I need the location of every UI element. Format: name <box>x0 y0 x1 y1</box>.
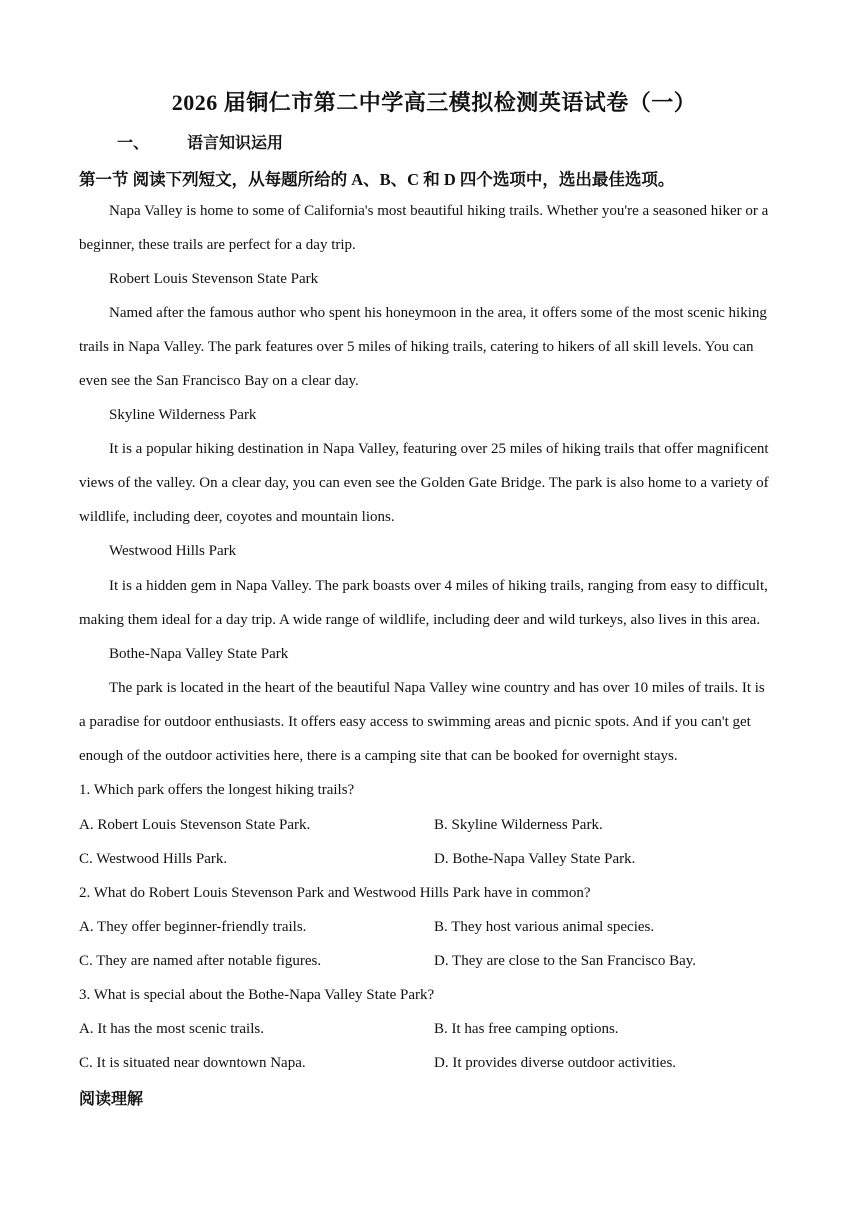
question-3-option-c: C. It is situated near downtown Napa. <box>79 1055 306 1071</box>
park-westwood-line-1: It is a hidden gem in Napa Valley. The park boasts over 4 miles of hiking trails, ranging from easy to difficult, <box>109 578 768 594</box>
question-2-option-d: D. They are close to the San Francisco Bay. <box>434 953 697 969</box>
question-1-stem: 1. Which park offers the longest hiking trails? <box>79 782 355 798</box>
park-skyline-line-3: wildlife, including deer, coyotes and mountain lions. <box>79 509 395 525</box>
page-title: 2026 届铜仁市第二中学高三模拟检测英语试卷（一） <box>171 90 697 115</box>
park-stevenson-line-3: even see the San Francisco Bay on a clear day. <box>79 373 359 389</box>
question-3-stem: 3. What is special about the Bothe-Napa Valley State Park? <box>79 987 435 1003</box>
passage-intro-line-1: Napa Valley is home to some of California's most beautiful hiking trails. Whether you're a seasoned hiker or a <box>109 203 769 219</box>
question-3-option-d: D. It provides diverse outdoor activities. <box>434 1055 677 1071</box>
question-3-option-b: B. It has free camping options. <box>434 1021 619 1037</box>
park-heading-bothe: Bothe-Napa Valley State Park <box>109 646 289 662</box>
park-heading-stevenson: Robert Louis Stevenson State Park <box>109 271 319 287</box>
park-skyline-line-2: views of the valley. On a clear day, you can even see the Golden Gate Bridge. The park is also home to a variety of <box>79 475 769 491</box>
question-2-option-a: A. They offer beginner-friendly trails. <box>79 919 307 935</box>
instruction-text: 第一节 阅读下列短文，从每题所给的 A、B、C 和 D 四个选项中，选出最佳选项。 <box>79 170 675 189</box>
passage-intro-line-2: beginner, these trails are perfect for a day trip. <box>79 237 356 253</box>
park-heading-westwood: Westwood Hills Park <box>109 543 237 559</box>
park-westwood-line-2: making them ideal for a day trip. A wide range of wildlife, including deer and wild turkeys, also lives in this area. <box>79 612 761 628</box>
park-heading-skyline: Skyline Wilderness Park <box>109 407 257 423</box>
section-heading <box>117 130 283 153</box>
park-bothe-line-2: a paradise for outdoor enthusiasts. It offers easy access to swimming areas and picnic spots. And if you can't get <box>79 714 751 730</box>
section-number: 一、 <box>117 135 150 152</box>
question-1-option-c: C. Westwood Hills Park. <box>79 851 228 867</box>
question-1-option-a: A. Robert Louis Stevenson State Park. <box>79 817 311 833</box>
question-2-stem: 2. What do Robert Louis Stevenson Park and Westwood Hills Park have in common? <box>79 885 591 901</box>
park-bothe-line-1: The park is located in the heart of the beautiful Napa Valley wine country and has over 10 miles of trails. It is <box>109 680 765 696</box>
question-1-option-b: B. Skyline Wilderness Park. <box>434 817 603 833</box>
park-skyline-line-1: It is a popular hiking destination in Napa Valley, featuring over 25 miles of hiking trails that offer magnificent <box>109 441 769 457</box>
park-stevenson-line-1: Named after the famous author who spent his honeymoon in the area, it offers some of the most scenic hiking <box>109 305 767 321</box>
question-2-option-c: C. They are named after notable figures. <box>79 953 322 969</box>
question-1-option-d: D. Bothe-Napa Valley State Park. <box>434 851 636 867</box>
question-3-option-a: A. It has the most scenic trails. <box>79 1021 264 1037</box>
section-label: 语言知识运用 <box>187 135 284 152</box>
park-stevenson-line-2: trails in Napa Valley. The park features over 5 miles of hiking trails, catering to hikers of all skill levels. You can <box>79 339 754 355</box>
section-tail-label: 阅读理解 <box>79 1091 144 1108</box>
question-2-option-b: B. They host various animal species. <box>434 919 655 935</box>
park-bothe-line-3: enough of the outdoor activities here, there is a camping site that can be booked for overnight stays. <box>79 748 678 764</box>
